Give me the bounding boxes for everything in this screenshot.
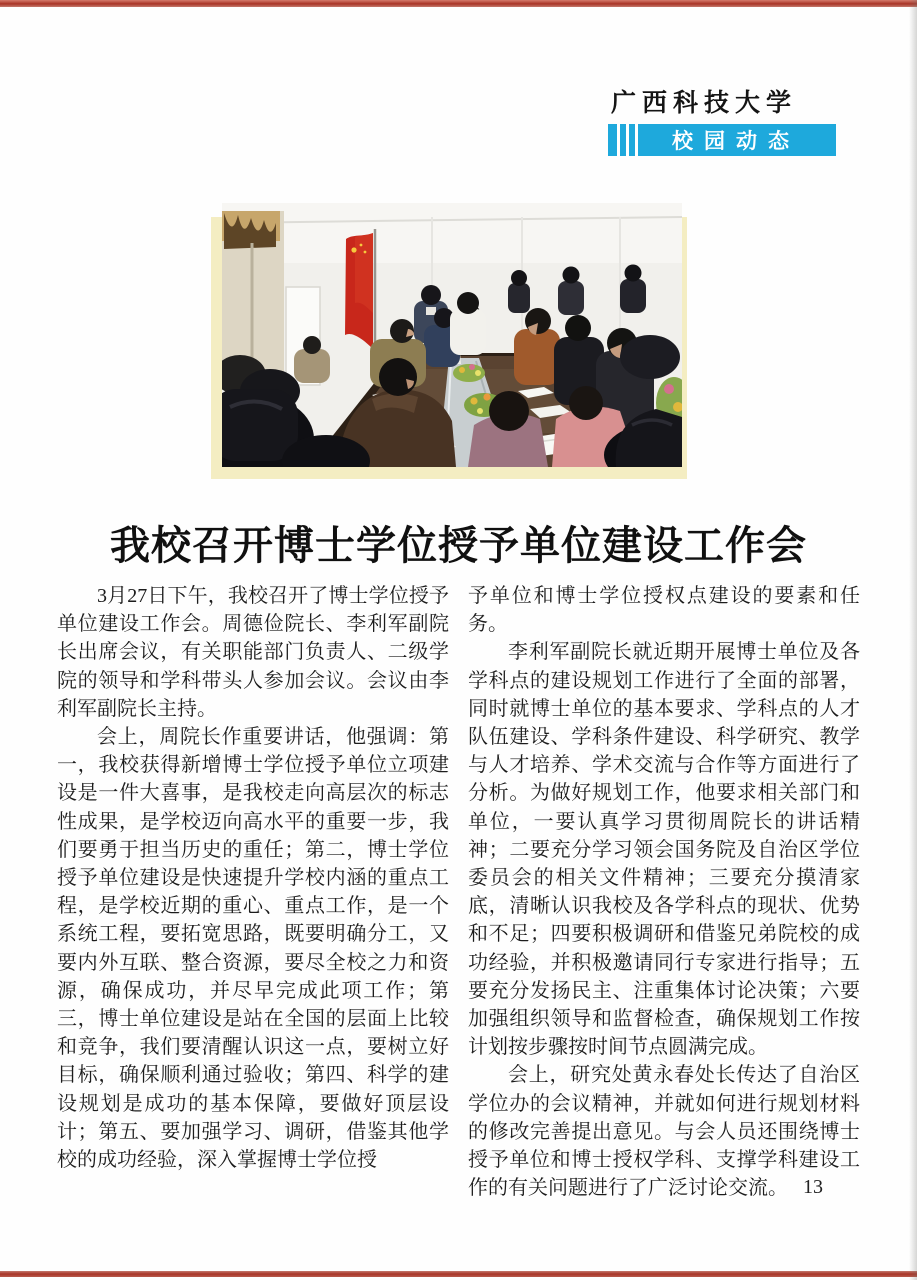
paragraph: 予单位和博士学位授权点建设的要素和任务。: [468, 585, 860, 636]
top-rule: [0, 0, 917, 7]
article-title: 我校召开博士学位授予单位建设工作会: [110, 523, 807, 568]
paragraph: 3月27日下午，我校召开了博士学位授予单位建设工作会。周德俭院长、李利军副院长出席会议，有关职能部门负责人、二级学院的领导和学科带头人参加会议。会议由李利军副院长主持。: [57, 585, 449, 720]
paragraph: 会上，研究处黄永春处长传达了自治区学位办的会议精神，并就如何进行规划材料的修改完善提出意见。与会人员还围绕博士授予单位和博士授权学科、支撑学科建设工作的有关问题进行了广泛讨论交流。: [468, 1064, 860, 1200]
banner-stripe-icon: [635, 124, 638, 156]
page-number: 13: [803, 1176, 823, 1198]
banner-stripe-icon: [626, 124, 629, 156]
bottom-rule: [0, 1271, 917, 1277]
column-right: [468, 582, 860, 1202]
school-name: 广西科技大学: [611, 89, 798, 117]
column-left: [57, 582, 449, 1202]
meeting-photo-illustration: [222, 203, 682, 467]
section-banner: [608, 124, 836, 156]
masthead: [608, 83, 836, 156]
meeting-photo: [222, 203, 682, 467]
scan-edge-shading: [909, 0, 917, 1280]
paragraph: 李利军副院长就近期开展博士单位及各学科点的建设规划工作进行了全面的部署，同时就博士单位的基本要求、学科点的人才队伍建设、学科条件建设、科学研究、教学与人才培养、学术交流与合作等方面进行了分析。为做好规划工作，他要求相关部门和单位，一要认真学习贯彻周院长的讲话精神；二要充分学习领会国务院及自治区学位委员会的相关文件精神；三要充分摸清家底，清晰认识我校及各学科点的现状、优势和不足；四要积极调研和借鉴兄弟院校的成功经验，并积极邀请同行专家进行指导；五要充分发扬民主、注重集体讨论决策；六要加强组织领导和监督检查，确保规划工作按计划按步骤按时间节点圆满完成。: [468, 641, 860, 1059]
banner-stripe-icon: [617, 124, 620, 156]
paragraph: 会上，周院长作重要讲话，他强调：第一，我校获得新增博士学位授予单位立项建设是一件大喜事，是我校走向高层次的标志性成果，是学校迈向高水平的重要一步，我们要勇于担当历史的重任；第二，博士学位授予单位建设是快速提升学校内涵的重点工程，是学校近期的重心、重点工作，是一个系统工程，要拓宽思路，既要明确分工，又要内外互联、整合资源，要尽全校之力和资源，确保成功，并尽早完成此项工作；第三，博士单位建设是站在全国的层面上比较和竞争，我们要清醒认识这一点，要树立好目标，确保顺利通过验收；第四、科学的建设规划是成功的基本保障，要做好顶层设计；第五、要加强学习、调研，借鉴其他学校的成功经验，深入掌握博士学位授: [57, 726, 449, 1172]
article-body: [57, 582, 860, 1202]
section-label: 校园动态: [672, 130, 800, 153]
